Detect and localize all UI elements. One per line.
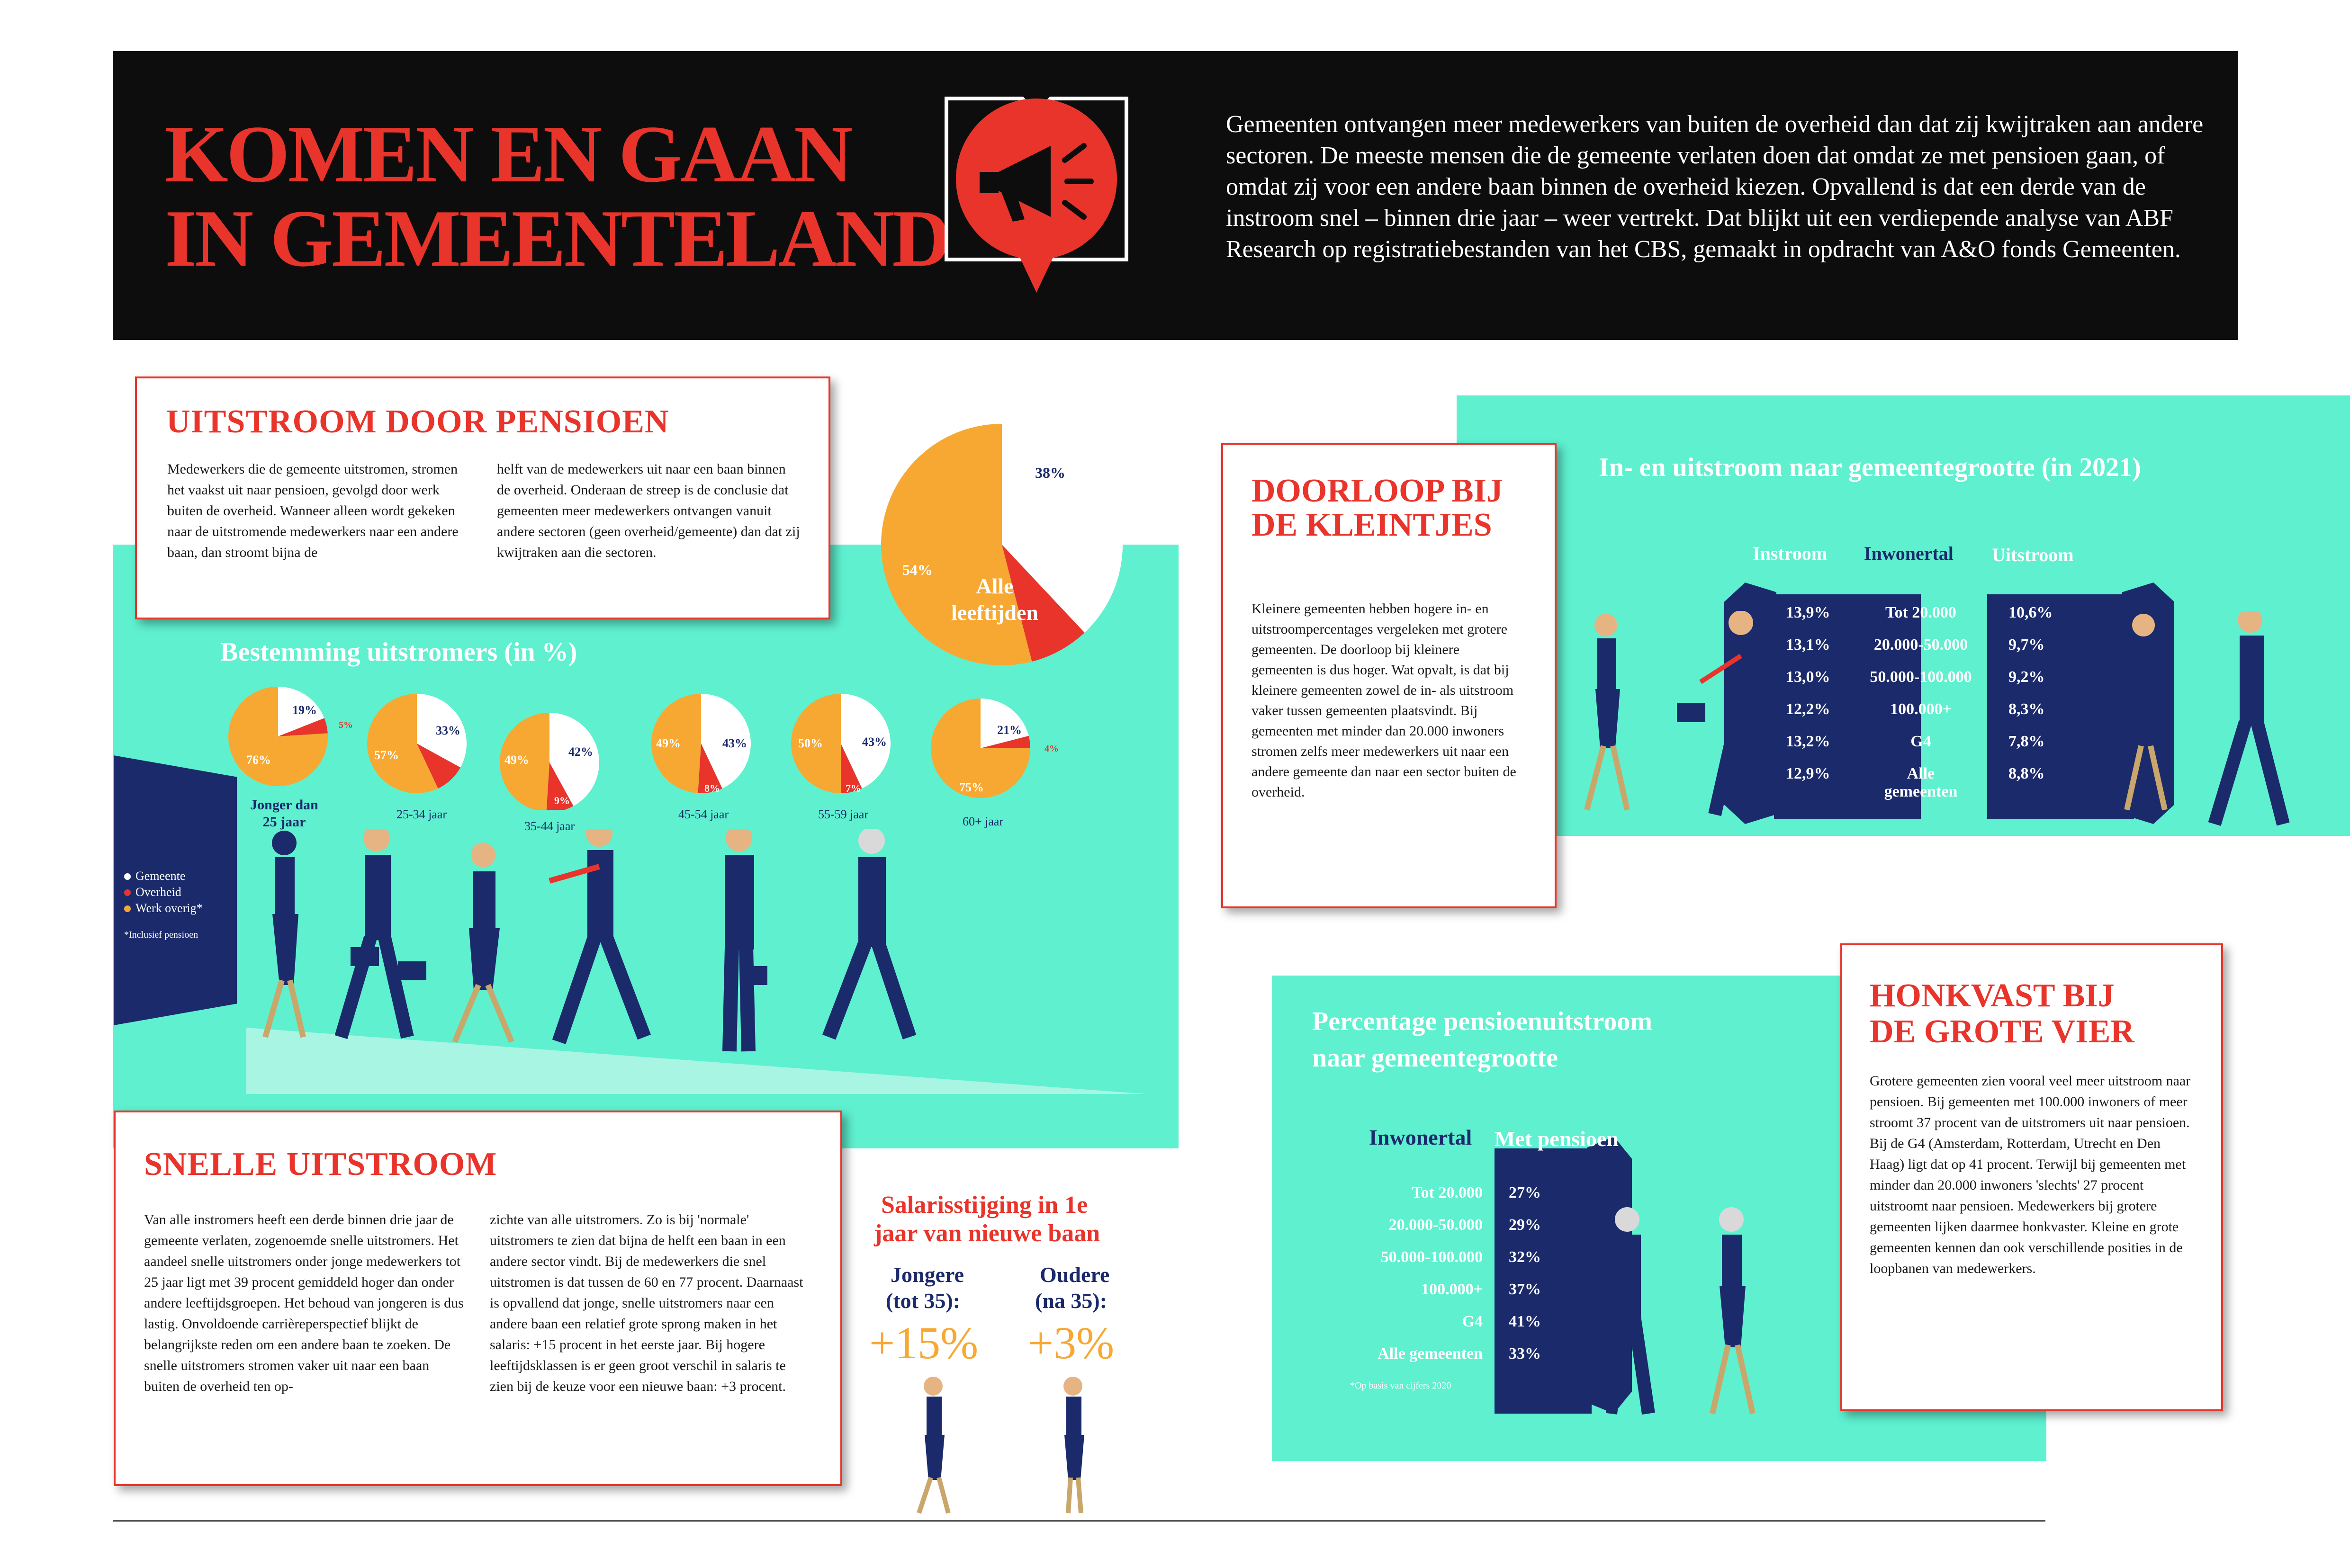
- pensioen-cell-pct: 32%: [1509, 1248, 1541, 1266]
- pie2-label-gemeente: 33%: [436, 724, 460, 737]
- doorloop-title: DOORLOOP BIJ DE KLEINTJES: [1252, 473, 1503, 543]
- instroom-cell-out: 7,8%: [2008, 733, 2045, 750]
- doorloop-body: Kleinere gemeenten hebben hogere in- en uitstroompercentages vergeleken met grotere gemeenten. De doorloop bij kleinere gemeenten is dus hoger. Wat opvalt, is dat bij kleinere gemeenten zowel de in- als uitstroom vaker tussen gemeenten plaatsvindt. Bij gemeenten met minder dan 20.000 inwoners stromen zelfs meer medewerkers uit naar een andere gemeente dan naar een sector buiten de overheid.: [1252, 601, 1516, 800]
- snelle-title: SNELLE UITSTROOM: [144, 1146, 497, 1183]
- pensioen-col2: helft van de medewerkers uit naar een baan binnen de overheid. Onderaan de streep is de conclusie dat gemeenten meer medewerkers ontvangen vanuit andere sectoren (geen overheid/gemeente) dan dat zij kwijtraken aan die sectoren.: [497, 461, 800, 560]
- salaris-title-line1: Salarisstijging in 1e: [881, 1192, 1088, 1219]
- pie1-label-overheid: 5%: [339, 720, 353, 730]
- bestemming-title: Bestemming uitstromers (in %): [220, 637, 577, 667]
- doorloop-box: [1221, 443, 1557, 908]
- instroom-cell-size: Alle gemeenten: [1884, 765, 1958, 800]
- age-label-2: 25-34 jaar: [396, 807, 447, 821]
- instroom-header-in: Instroom: [1753, 543, 1828, 564]
- age-label-6: 60+ jaar: [962, 815, 1004, 828]
- pensioen-cell-size: Tot 20.000: [1412, 1184, 1483, 1201]
- pie1-label-werk: 76%: [246, 753, 271, 767]
- honkvast-title-line2: DE GROTE VIER: [1870, 1013, 2134, 1050]
- salaris-title-line2: jaar van nieuwe baan: [874, 1220, 1100, 1247]
- pensioen-title: UITSTROOM DOOR PENSIOEN: [166, 403, 669, 440]
- snelle-col1: Van alle instromers heeft een derde binnen drie jaar de gemeente verlaten, zogenoemde snelle uitstromers. Het aandeel snelle uitstromers onder jonge medewerkers tot 25 jaar ligt met 39 procent gemiddeld hoger dan onder andere leeftijdsgroepen. Het behoud van jongeren is dus lastig. Onvoldoende carrièreperspectief blijkt de belangrijkste reden om een andere baan te zoeken. De snelle uitstromers stromen vaker uit naar een baan buiten de overheid ten op-: [144, 1212, 464, 1394]
- pensioen-table-title-2: naar gemeentegrootte: [1312, 1043, 1558, 1073]
- age-label-4: 45-54 jaar: [678, 807, 729, 821]
- pie2-label-werk: 57%: [374, 748, 399, 762]
- instroom-cell-out: 9,7%: [2008, 636, 2045, 654]
- pie1-label-gemeente: 19%: [292, 703, 317, 717]
- legend-item-werk: Werk overig*: [124, 901, 203, 915]
- pie6-label-overheid: 4%: [1044, 744, 1059, 754]
- instroom-title: In- en uitstroom naar gemeentegrootte (in 2021): [1599, 453, 2141, 482]
- pensioen-cell-pct: 27%: [1509, 1184, 1541, 1201]
- instroom-cell-in: 13,1%: [1786, 636, 1830, 654]
- instroom-cell-in: 13,0%: [1786, 668, 1830, 686]
- pensioen-cell-pct: 41%: [1509, 1313, 1541, 1330]
- intro-text: Gemeenten ontvangen meer medewerkers van buiten de overheid dan dat zij kwijtraken aan andere sectoren. De meeste mensen die de gemeente verlaten doen dat omdat ze met pensioen gaan, of omdat zij voor een andere baan binnen de overheid kiezen. Opvallend is dat een derde van de instroom snel – binnen drie jaar – weer vertrekt. Dat blijkt uit een verdiepende analyse van ABF Research op registratiebestanden van het CBS, gemaakt in opdracht van A&O fonds Gemeenten.: [1226, 111, 2204, 263]
- instroom-cell-out: 9,2%: [2008, 668, 2045, 686]
- age-label-5: 55-59 jaar: [818, 807, 869, 821]
- page-title-line1: KOMEN EN GAAN: [165, 109, 851, 199]
- header-banner: [113, 51, 2238, 340]
- instroom-header-out: Uitstroom: [1992, 544, 2074, 565]
- pensioen-header-size: Inwonertal: [1369, 1125, 1472, 1149]
- salaris-old-label1: Oudere: [1040, 1263, 1110, 1287]
- pensioen-col1: Medewerkers die de gemeente uitstromen, stromen het vaakst uit naar pensioen, gevolgd door werk buiten de overheid. Wanneer alleen wordt gekeken naar de uitstromende medewerkers naar een andere baan, dan stroomt bijna de: [167, 461, 459, 560]
- pensioen-box: [135, 376, 830, 619]
- instroom-cell-size: Tot 20.000: [1885, 604, 1956, 621]
- salaris-old-value: +3%: [1028, 1317, 1115, 1368]
- honkvast-body: Grotere gemeenten zien vooral veel meer uitstroom naar pensioen. Bij gemeenten met 100.000 inwoners of meer stroomt 37 procent van de uitstromers uit naar pensioen. Bij de G4 (Amsterdam, Rotterdam, Utrecht en Den Haag) ligt dat op 41 procent. Terwijl bij gemeenten met minder dan 20.000 inwoners 'slechts' 27 procent uitstroomt naar pensioen. Medewerkers bij grotere gemeenten lijken daarmee honkvaster. Kleine en grote gemeenten kennen dan ook verschillende posities in de loopbanen van medewerkers.: [1870, 1073, 2191, 1276]
- salaris-old-label2: (na 35):: [1035, 1289, 1107, 1313]
- pie2-label-overheid: 10%: [435, 765, 458, 777]
- pensioen-cell-pct: 37%: [1509, 1281, 1541, 1298]
- page-title-line2: IN GEMEENTELAND: [165, 194, 949, 284]
- instroom-cell-in: 12,9%: [1786, 765, 1830, 782]
- pie5-label-overheid: 7%: [846, 782, 861, 794]
- pensioen-cell-pct: 29%: [1509, 1216, 1541, 1234]
- legend-item-overheid: Overheid: [124, 885, 203, 899]
- age-label-1: Jonger dan 25 jaar: [250, 797, 318, 830]
- age-pies: [223, 687, 1075, 810]
- pensioen-footnote: *Op basis van cijfers 2020: [1350, 1380, 1451, 1391]
- instroom-cell-size: 20.000-50.000: [1873, 636, 1968, 654]
- salaris-young-label2: (tot 35):: [886, 1289, 961, 1313]
- pensioen-header-pct: Met pensioen: [1495, 1127, 1619, 1151]
- instroom-cell-size: 50.000-100.000: [1870, 668, 1972, 686]
- snelle-box: [114, 1111, 842, 1486]
- legend: [124, 869, 203, 941]
- instroom-cell-in: 13,9%: [1786, 604, 1830, 621]
- pensioen-cell-pct: 33%: [1509, 1345, 1541, 1362]
- pensioen-cell-size: 20.000-50.000: [1388, 1216, 1483, 1234]
- age-label-3: 35-44 jaar: [524, 819, 575, 833]
- pensioen-cell-size: G4: [1462, 1313, 1483, 1330]
- instroom-cell-size: G4: [1910, 733, 1931, 750]
- salaris-figures: [886, 1376, 1123, 1518]
- pie3-label-gemeente: 42%: [568, 745, 593, 759]
- pie6-label-werk: 75%: [959, 780, 984, 794]
- pie6-label-gemeente: 21%: [997, 723, 1022, 737]
- instroom-figures: [1577, 611, 2316, 833]
- pie5-label-gemeente: 43%: [862, 735, 887, 749]
- bottom-rule: [113, 1520, 2045, 1522]
- big-pie-label-overheid: 8%: [1087, 515, 1110, 532]
- instroom-cell-in: 12,2%: [1786, 700, 1830, 718]
- big-pie-label-gemeente: 38%: [1035, 464, 1065, 481]
- megaphone-icon: [937, 84, 1136, 302]
- instroom-cell-out: 8,8%: [2008, 765, 2045, 782]
- pensioen-cell-size: 100.000+: [1421, 1281, 1483, 1298]
- salaris-young-label1: Jongere: [891, 1263, 964, 1287]
- honkvast-title-line1: HONKVAST BIJ: [1870, 977, 2115, 1014]
- snelle-col2: zichte van alle uitstromers. Zo is bij 'normale' uitstromers te zien dat bijna de helft een baan in een andere sector vindt. Bij de medewerkers die snel uitstromen is dat tussen de 60 en 77 procent. Daarnaast is opvallend dat jonge, snelle uitstromers naar een andere baan een relatief grote sprong maken in het salaris: +15 procent in het eerste jaar. Bij hogere leeftijdsklassen is er geen groot verschil in salaris te zien bij de keuze voor een nieuwe baan: +3 procent.: [490, 1212, 803, 1394]
- big-pie-caption: Alle leeftijden: [951, 574, 1038, 625]
- legend-item-gemeente: Gemeente: [124, 869, 203, 883]
- big-pie-chart: [874, 417, 1130, 672]
- instroom-cell-size: 100.000+: [1890, 700, 1952, 718]
- pie3-label-werk: 49%: [504, 753, 529, 767]
- pensioen-figures: [1606, 1205, 1786, 1428]
- pensioen-cell-size: Alle gemeenten: [1378, 1345, 1483, 1362]
- pensioen-cell-size: 50.000-100.000: [1380, 1248, 1483, 1266]
- instroom-cell-out: 10,6%: [2008, 604, 2053, 621]
- pie5-label-werk: 50%: [798, 736, 823, 750]
- pie4-label-overheid: 8%: [704, 782, 720, 794]
- pie4-label-werk: 49%: [656, 736, 681, 750]
- walking-figures: [246, 829, 1146, 1094]
- honkvast-box: [1840, 943, 2223, 1411]
- pensioen-table-title-1: Percentage pensioenuitstroom: [1312, 1007, 1653, 1036]
- pie4-label-gemeente: 43%: [722, 736, 747, 750]
- instroom-header-size: Inwonertal: [1864, 543, 1954, 564]
- instroom-cell-out: 8,3%: [2008, 700, 2045, 718]
- instroom-cell-in: 13,2%: [1786, 733, 1830, 750]
- big-pie-label-werk: 54%: [902, 561, 933, 578]
- salaris-young-value: +15%: [869, 1317, 979, 1368]
- pie3-label-overheid: 9%: [554, 795, 570, 806]
- legend-footnote: *Inclusief pensioen: [124, 930, 198, 940]
